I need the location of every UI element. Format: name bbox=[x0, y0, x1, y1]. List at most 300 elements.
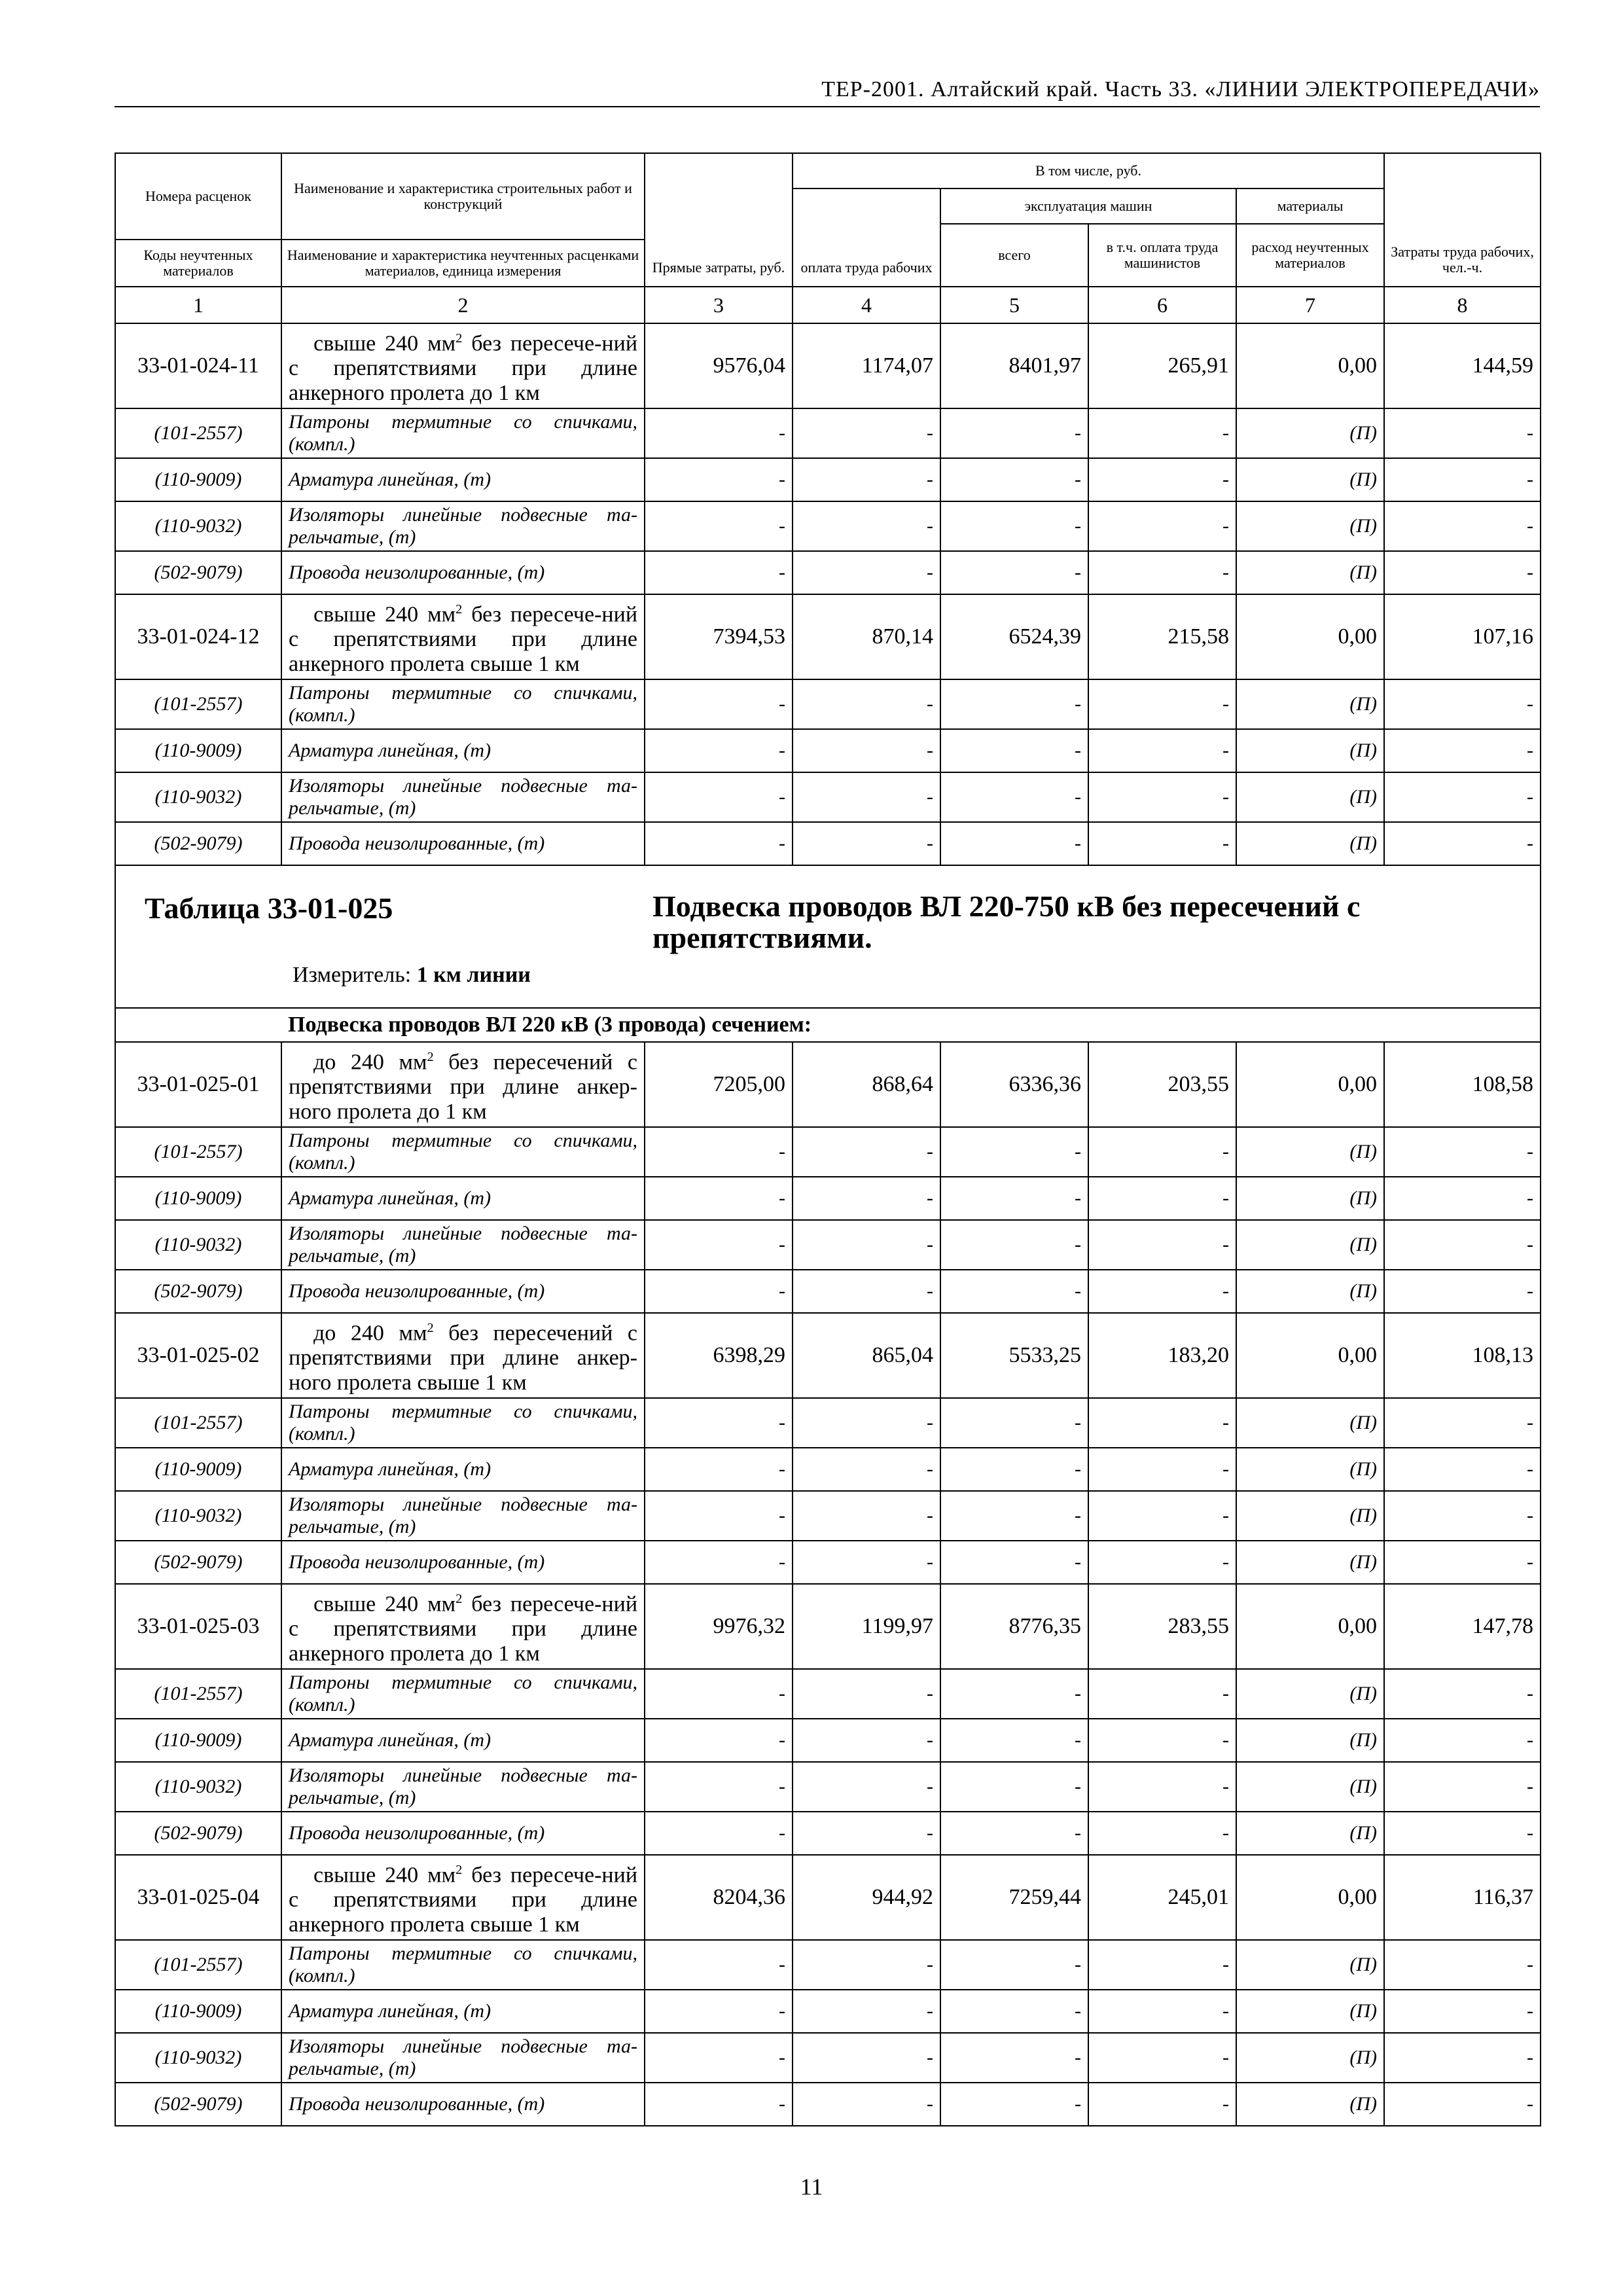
material-row bbox=[115, 1220, 1541, 1270]
rate-description-start: свыше 240 bbox=[313, 1863, 419, 1888]
material-name: Изоляторы линейные подвесные та-рельчатые, (т) bbox=[281, 501, 645, 551]
dash-cell: - bbox=[793, 1719, 940, 1762]
materials-mark: (П) bbox=[1236, 1220, 1384, 1270]
rate-code: 33-01-025-02 bbox=[115, 1313, 281, 1398]
dash-cell: - bbox=[1088, 1541, 1236, 1584]
dash-cell: - bbox=[1088, 1398, 1236, 1448]
col7-header: расход неучтенных материалов bbox=[1236, 224, 1384, 287]
dash-cell: - bbox=[1384, 501, 1541, 551]
material-row bbox=[115, 2033, 1541, 2083]
dash-cell: - bbox=[940, 1812, 1088, 1855]
machines-total: 8401,97 bbox=[940, 323, 1088, 408]
dash-cell: - bbox=[940, 1719, 1088, 1762]
materials-mark: (П) bbox=[1236, 1719, 1384, 1762]
material-code: (110-9032) bbox=[115, 2033, 281, 2083]
material-row bbox=[115, 1940, 1541, 1990]
table-number: Таблица 33-01-025 bbox=[145, 891, 393, 925]
area-unit-exponent: 2 bbox=[455, 1591, 463, 1606]
dash-cell: - bbox=[645, 1270, 793, 1313]
dash-cell: - bbox=[1384, 1398, 1541, 1448]
col6-header: в т.ч. оплата труда машинистов bbox=[1088, 224, 1236, 287]
measure-unit bbox=[293, 963, 531, 988]
dash-cell: - bbox=[793, 1940, 940, 1990]
col2-top-header: Наименование и характеристика строительных работ и конструкций bbox=[281, 153, 645, 240]
materials-cost: 0,00 bbox=[1236, 1313, 1384, 1398]
material-row bbox=[115, 679, 1541, 729]
materials-mark: (П) bbox=[1236, 1398, 1384, 1448]
dash-cell: - bbox=[793, 1812, 940, 1855]
dash-cell: - bbox=[645, 1762, 793, 1812]
dash-cell: - bbox=[645, 1541, 793, 1584]
dash-cell: - bbox=[1384, 729, 1541, 772]
material-name: Изоляторы линейные подвесные та-рельчатые, (т) bbox=[281, 1220, 645, 1270]
dash-cell: - bbox=[793, 1491, 940, 1541]
material-name: Патроны термитные со спичками, (компл.) bbox=[281, 679, 645, 729]
table-title-block bbox=[115, 865, 1541, 1008]
dash-cell: - bbox=[793, 408, 940, 458]
material-row bbox=[115, 1270, 1541, 1313]
material-row bbox=[115, 1812, 1541, 1855]
dash-cell: - bbox=[1384, 1541, 1541, 1584]
dash-cell: - bbox=[793, 772, 940, 822]
dash-cell: - bbox=[645, 1220, 793, 1270]
dash-cell: - bbox=[1384, 1491, 1541, 1541]
dash-cell: - bbox=[1384, 551, 1541, 594]
material-name: Арматура линейная, (т) bbox=[281, 1448, 645, 1491]
material-name: Изоляторы линейные подвесные та-рельчатые, (т) bbox=[281, 2033, 645, 2083]
dash-cell: - bbox=[1384, 1990, 1541, 2033]
dash-cell: - bbox=[1384, 1719, 1541, 1762]
dash-cell: - bbox=[940, 1669, 1088, 1719]
materials-mark: (П) bbox=[1236, 1669, 1384, 1719]
material-code: (101-2557) bbox=[115, 408, 281, 458]
labor-cost: 1199,97 bbox=[793, 1584, 940, 1669]
dash-cell: - bbox=[793, 2083, 940, 2126]
dash-cell: - bbox=[1384, 822, 1541, 865]
dash-cell: - bbox=[1384, 1762, 1541, 1812]
rate-row bbox=[115, 1313, 1541, 1398]
labor-hours: 147,78 bbox=[1384, 1584, 1541, 1669]
dash-cell: - bbox=[793, 551, 940, 594]
rate-description-end: без пересечений с препятствиями при длине анкер-ного пролета до 1 км bbox=[289, 1050, 637, 1124]
rate-description-end: без пересече-ний с препятствиями при длине анкерного пролета до 1 км bbox=[289, 1592, 638, 1666]
area-unit-exponent: 2 bbox=[455, 331, 463, 346]
dash-cell: - bbox=[793, 1669, 940, 1719]
material-code: (101-2557) bbox=[115, 1669, 281, 1719]
material-code: (502-9079) bbox=[115, 2083, 281, 2126]
column-number: 3 bbox=[645, 287, 793, 323]
labor-hours: 144,59 bbox=[1384, 323, 1541, 408]
machines-total: 5533,25 bbox=[940, 1313, 1088, 1398]
col8-header: Затраты труда рабочих, чел.-ч. bbox=[1384, 153, 1541, 287]
material-name: Провода неизолированные, (т) bbox=[281, 822, 645, 865]
dash-cell: - bbox=[645, 1177, 793, 1220]
dash-cell: - bbox=[940, 1270, 1088, 1313]
dash-cell: - bbox=[645, 551, 793, 594]
material-name: Арматура линейная, (т) bbox=[281, 729, 645, 772]
dash-cell: - bbox=[940, 1990, 1088, 2033]
dash-cell: - bbox=[1088, 1220, 1236, 1270]
dash-cell: - bbox=[940, 1491, 1088, 1541]
area-unit: мм bbox=[399, 1050, 427, 1075]
area-unit-exponent: 2 bbox=[455, 601, 463, 617]
materials-mark: (П) bbox=[1236, 408, 1384, 458]
column-number: 8 bbox=[1384, 287, 1541, 323]
materials-mark: (П) bbox=[1236, 1177, 1384, 1220]
labor-cost: 870,14 bbox=[793, 594, 940, 679]
dash-cell: - bbox=[940, 1398, 1088, 1448]
labor-hours: 108,58 bbox=[1384, 1042, 1541, 1127]
material-name: Арматура линейная, (т) bbox=[281, 458, 645, 501]
running-header bbox=[115, 73, 1540, 107]
material-row bbox=[115, 729, 1541, 772]
material-code: (101-2557) bbox=[115, 679, 281, 729]
material-code: (110-9009) bbox=[115, 1719, 281, 1762]
dash-cell: - bbox=[793, 1762, 940, 1812]
material-code: (502-9079) bbox=[115, 551, 281, 594]
labor-cost: 944,92 bbox=[793, 1855, 940, 1940]
dash-cell: - bbox=[1088, 1812, 1236, 1855]
area-unit-exponent: 2 bbox=[427, 1320, 434, 1335]
dash-cell: - bbox=[793, 1398, 940, 1448]
machines-total: 6336,36 bbox=[940, 1042, 1088, 1127]
material-row bbox=[115, 2083, 1541, 2126]
page-number: 11 bbox=[800, 2174, 823, 2200]
labor-cost: 868,64 bbox=[793, 1042, 940, 1127]
col3-header: Прямые затраты, руб. bbox=[645, 153, 793, 287]
column-numbers-row bbox=[115, 287, 1541, 323]
direct-cost: 8204,36 bbox=[645, 1855, 793, 1940]
col2-bottom-header: Наименование и характеристика неучтенных расценками материалов, единица измерения bbox=[281, 240, 645, 287]
area-unit: мм bbox=[427, 1863, 456, 1888]
dash-cell: - bbox=[645, 1491, 793, 1541]
rate-description-end: без пересече-ний с препятствиями при длине анкерного пролета до 1 км bbox=[289, 331, 638, 406]
dash-cell: - bbox=[793, 458, 940, 501]
material-name: Провода неизолированные, (т) bbox=[281, 1812, 645, 1855]
material-row bbox=[115, 1762, 1541, 1812]
dash-cell: - bbox=[793, 1220, 940, 1270]
col5-header: всего bbox=[940, 224, 1088, 287]
rate-row bbox=[115, 1855, 1541, 1940]
area-unit-exponent: 2 bbox=[427, 1049, 434, 1064]
area-unit: мм bbox=[427, 1592, 456, 1617]
material-name: Арматура линейная, (т) bbox=[281, 1719, 645, 1762]
dash-cell: - bbox=[940, 679, 1088, 729]
measure-unit-value: 1 км линии bbox=[416, 963, 531, 987]
materials-cost: 0,00 bbox=[1236, 1855, 1384, 1940]
labor-hours: 107,16 bbox=[1384, 594, 1541, 679]
dash-cell: - bbox=[645, 1448, 793, 1491]
section-title: Подвеска проводов ВЛ 220 кВ (3 провода) сечением: bbox=[281, 1008, 1541, 1042]
dash-cell: - bbox=[1088, 1127, 1236, 1177]
dash-cell: - bbox=[1088, 1719, 1236, 1762]
material-code: (502-9079) bbox=[115, 1270, 281, 1313]
dash-cell: - bbox=[793, 822, 940, 865]
group-header: В том числе, руб. bbox=[793, 153, 1384, 188]
dash-cell: - bbox=[645, 1940, 793, 1990]
materials-mark: (П) bbox=[1236, 1448, 1384, 1491]
dash-cell: - bbox=[1088, 501, 1236, 551]
material-code: (110-9032) bbox=[115, 1491, 281, 1541]
materials-mark: (П) bbox=[1236, 2083, 1384, 2126]
material-row bbox=[115, 1398, 1541, 1448]
material-code: (101-2557) bbox=[115, 1127, 281, 1177]
materials-mark: (П) bbox=[1236, 1541, 1384, 1584]
section-spacer bbox=[115, 1008, 281, 1042]
dash-cell: - bbox=[1088, 1491, 1236, 1541]
materials-mark: (П) bbox=[1236, 772, 1384, 822]
dash-cell: - bbox=[1384, 1669, 1541, 1719]
column-number: 5 bbox=[940, 287, 1088, 323]
material-name: Патроны термитные со спичками, (компл.) bbox=[281, 1940, 645, 1990]
materials-mark: (П) bbox=[1236, 501, 1384, 551]
dash-cell: - bbox=[940, 772, 1088, 822]
materials-cost: 0,00 bbox=[1236, 1042, 1384, 1127]
dash-cell: - bbox=[1088, 822, 1236, 865]
measure-unit-label: Измеритель: bbox=[293, 963, 412, 987]
materials-mark: (П) bbox=[1236, 679, 1384, 729]
material-code: (110-9009) bbox=[115, 1990, 281, 2033]
machinists-labor: 283,55 bbox=[1088, 1584, 1236, 1669]
materials-mark: (П) bbox=[1236, 1762, 1384, 1812]
machines-total: 7259,44 bbox=[940, 1855, 1088, 1940]
materials-mark: (П) bbox=[1236, 1270, 1384, 1313]
machines-total: 8776,35 bbox=[940, 1584, 1088, 1669]
dash-cell: - bbox=[1384, 1448, 1541, 1491]
dash-cell: - bbox=[1088, 2083, 1236, 2126]
dash-cell: - bbox=[1384, 408, 1541, 458]
material-name: Патроны термитные со спичками, (компл.) bbox=[281, 408, 645, 458]
material-row bbox=[115, 501, 1541, 551]
rate-description-end: без пересече-ний с препятствиями при длине анкерного пролета свыше 1 км bbox=[289, 1863, 638, 1937]
direct-cost: 9976,32 bbox=[645, 1584, 793, 1669]
dash-cell: - bbox=[940, 2083, 1088, 2126]
dash-cell: - bbox=[793, 501, 940, 551]
area-unit-exponent: 2 bbox=[455, 1862, 463, 1877]
dash-cell: - bbox=[1384, 1940, 1541, 1990]
table-title-row bbox=[115, 865, 1541, 1008]
dash-cell: - bbox=[1384, 2083, 1541, 2126]
dash-cell: - bbox=[940, 1220, 1088, 1270]
materials-mark: (П) bbox=[1236, 729, 1384, 772]
dash-cell: - bbox=[645, 1990, 793, 2033]
rate-description-start: до 240 bbox=[313, 1050, 384, 1075]
dash-cell: - bbox=[940, 1448, 1088, 1491]
labor-hours: 116,37 bbox=[1384, 1855, 1541, 1940]
machinists-labor: 245,01 bbox=[1088, 1855, 1236, 1940]
dash-cell: - bbox=[1088, 729, 1236, 772]
materials-mark: (П) bbox=[1236, 1491, 1384, 1541]
machinists-labor: 215,58 bbox=[1088, 594, 1236, 679]
materials-mark: (П) bbox=[1236, 2033, 1384, 2083]
dash-cell: - bbox=[1088, 408, 1236, 458]
material-code: (110-9032) bbox=[115, 501, 281, 551]
dash-cell: - bbox=[940, 551, 1088, 594]
material-code: (101-2557) bbox=[115, 1940, 281, 1990]
dash-cell: - bbox=[645, 822, 793, 865]
rate-row bbox=[115, 594, 1541, 679]
dash-cell: - bbox=[793, 2033, 940, 2083]
dash-cell: - bbox=[1088, 2033, 1236, 2083]
rate-description-start: свыше 240 bbox=[313, 331, 419, 356]
dash-cell: - bbox=[645, 772, 793, 822]
dash-cell: - bbox=[645, 2033, 793, 2083]
dash-cell: - bbox=[940, 1940, 1088, 1990]
section-row bbox=[115, 1008, 1541, 1042]
labor-hours: 108,13 bbox=[1384, 1313, 1541, 1398]
rate-code: 33-01-025-01 bbox=[115, 1042, 281, 1127]
dash-cell: - bbox=[645, 458, 793, 501]
dash-cell: - bbox=[1384, 1220, 1541, 1270]
rate-description-end: без пересечений с препятствиями при длине анкер-ного пролета свыше 1 км bbox=[289, 1321, 637, 1395]
dash-cell: - bbox=[1384, 679, 1541, 729]
dash-cell: - bbox=[940, 1541, 1088, 1584]
rate-row bbox=[115, 1584, 1541, 1669]
material-row bbox=[115, 1127, 1541, 1177]
dash-cell: - bbox=[1384, 2033, 1541, 2083]
machinists-labor: 203,55 bbox=[1088, 1042, 1236, 1127]
rate-row bbox=[115, 1042, 1541, 1127]
rate-description-end: без пересече-ний с препятствиями при длине анкерного пролета свыше 1 км bbox=[289, 602, 638, 677]
material-name: Провода неизолированные, (т) bbox=[281, 1270, 645, 1313]
dash-cell: - bbox=[1088, 1177, 1236, 1220]
dash-cell: - bbox=[1384, 1812, 1541, 1855]
dash-cell: - bbox=[793, 679, 940, 729]
materials-mark: (П) bbox=[1236, 1127, 1384, 1177]
rate-description-start: свыше 240 bbox=[313, 602, 419, 627]
direct-cost: 7205,00 bbox=[645, 1042, 793, 1127]
material-row bbox=[115, 1669, 1541, 1719]
material-row bbox=[115, 458, 1541, 501]
column-number: 1 bbox=[115, 287, 281, 323]
dash-cell: - bbox=[940, 1177, 1088, 1220]
rate-description-start: свыше 240 bbox=[313, 1592, 419, 1617]
dash-cell: - bbox=[793, 1177, 940, 1220]
material-code: (502-9079) bbox=[115, 1812, 281, 1855]
material-name: Изоляторы линейные подвесные та-рельчатые, (т) bbox=[281, 1762, 645, 1812]
dash-cell: - bbox=[1088, 458, 1236, 501]
dash-cell: - bbox=[793, 1127, 940, 1177]
material-code: (110-9032) bbox=[115, 772, 281, 822]
dash-cell: - bbox=[1384, 772, 1541, 822]
dash-cell: - bbox=[1088, 1270, 1236, 1313]
materials-mark: (П) bbox=[1236, 551, 1384, 594]
dash-cell: - bbox=[645, 1398, 793, 1448]
table-title: Подвеска проводов ВЛ 220-750 кВ без пересечений с препятствиями. bbox=[652, 889, 1361, 954]
area-unit: мм bbox=[427, 602, 456, 627]
materials-mark: (П) bbox=[1236, 1990, 1384, 2033]
dash-cell: - bbox=[793, 1270, 940, 1313]
dash-cell: - bbox=[645, 2083, 793, 2126]
material-row bbox=[115, 1990, 1541, 2033]
column-number: 6 bbox=[1088, 287, 1236, 323]
dash-cell: - bbox=[793, 1448, 940, 1491]
machines-header: эксплуатация машин bbox=[940, 188, 1236, 224]
col1-bottom-header: Коды неучтенных материалов bbox=[115, 240, 281, 287]
materials-mark: (П) bbox=[1236, 458, 1384, 501]
rate-code: 33-01-024-12 bbox=[115, 594, 281, 679]
column-number: 7 bbox=[1236, 287, 1384, 323]
material-row bbox=[115, 551, 1541, 594]
rates-table bbox=[115, 152, 1541, 2126]
col1-top-header: Номера расценок bbox=[115, 153, 281, 240]
materials-cost: 0,00 bbox=[1236, 323, 1384, 408]
material-row bbox=[115, 772, 1541, 822]
material-code: (110-9032) bbox=[115, 1220, 281, 1270]
material-name: Патроны термитные со спичками, (компл.) bbox=[281, 1127, 645, 1177]
material-code: (110-9009) bbox=[115, 729, 281, 772]
dash-cell: - bbox=[645, 679, 793, 729]
material-name: Провода неизолированные, (т) bbox=[281, 2083, 645, 2126]
material-code: (110-9009) bbox=[115, 1177, 281, 1220]
dash-cell: - bbox=[940, 501, 1088, 551]
rate-code: 33-01-024-11 bbox=[115, 323, 281, 408]
machines-total: 6524,39 bbox=[940, 594, 1088, 679]
dash-cell: - bbox=[940, 2033, 1088, 2083]
materials-mark: (П) bbox=[1236, 822, 1384, 865]
dash-cell: - bbox=[793, 1541, 940, 1584]
rate-code: 33-01-025-04 bbox=[115, 1855, 281, 1940]
dash-cell: - bbox=[1088, 1669, 1236, 1719]
material-name: Арматура линейная, (т) bbox=[281, 1990, 645, 2033]
dash-cell: - bbox=[940, 729, 1088, 772]
rate-description bbox=[281, 323, 645, 408]
dash-cell: - bbox=[1088, 1940, 1236, 1990]
material-name: Патроны термитные со спичками, (компл.) bbox=[281, 1398, 645, 1448]
dash-cell: - bbox=[1088, 1990, 1236, 2033]
dash-cell: - bbox=[645, 1669, 793, 1719]
dash-cell: - bbox=[645, 1719, 793, 1762]
col4-header: оплата труда рабочих bbox=[793, 188, 940, 287]
dash-cell: - bbox=[940, 458, 1088, 501]
rate-code: 33-01-025-03 bbox=[115, 1584, 281, 1669]
rate-description bbox=[281, 1584, 645, 1669]
material-code: (110-9009) bbox=[115, 1448, 281, 1491]
material-code: (101-2557) bbox=[115, 1398, 281, 1448]
dash-cell: - bbox=[1384, 1177, 1541, 1220]
machinists-labor: 265,91 bbox=[1088, 323, 1236, 408]
dash-cell: - bbox=[645, 729, 793, 772]
rate-row bbox=[115, 323, 1541, 408]
dash-cell: - bbox=[1088, 1762, 1236, 1812]
dash-cell: - bbox=[645, 408, 793, 458]
dash-cell: - bbox=[940, 408, 1088, 458]
column-number: 4 bbox=[793, 287, 940, 323]
dash-cell: - bbox=[645, 1812, 793, 1855]
rate-description-start: до 240 bbox=[313, 1321, 384, 1346]
dash-cell: - bbox=[1384, 1127, 1541, 1177]
area-unit: мм bbox=[427, 331, 456, 356]
material-code: (502-9079) bbox=[115, 822, 281, 865]
dash-cell: - bbox=[645, 1127, 793, 1177]
material-row bbox=[115, 822, 1541, 865]
labor-cost: 1174,07 bbox=[793, 323, 940, 408]
material-row bbox=[115, 1719, 1541, 1762]
direct-cost: 9576,04 bbox=[645, 323, 793, 408]
dash-cell: - bbox=[940, 822, 1088, 865]
material-row bbox=[115, 1177, 1541, 1220]
dash-cell: - bbox=[940, 1127, 1088, 1177]
material-name: Арматура линейная, (т) bbox=[281, 1177, 645, 1220]
materials-header: материалы bbox=[1236, 188, 1384, 224]
dash-cell: - bbox=[1088, 1448, 1236, 1491]
material-name: Провода неизолированные, (т) bbox=[281, 551, 645, 594]
material-name: Изоляторы линейные подвесные та-рельчатые, (т) bbox=[281, 1491, 645, 1541]
materials-mark: (П) bbox=[1236, 1940, 1384, 1990]
area-unit: мм bbox=[399, 1321, 427, 1346]
material-name: Провода неизолированные, (т) bbox=[281, 1541, 645, 1584]
column-number: 2 bbox=[281, 287, 645, 323]
